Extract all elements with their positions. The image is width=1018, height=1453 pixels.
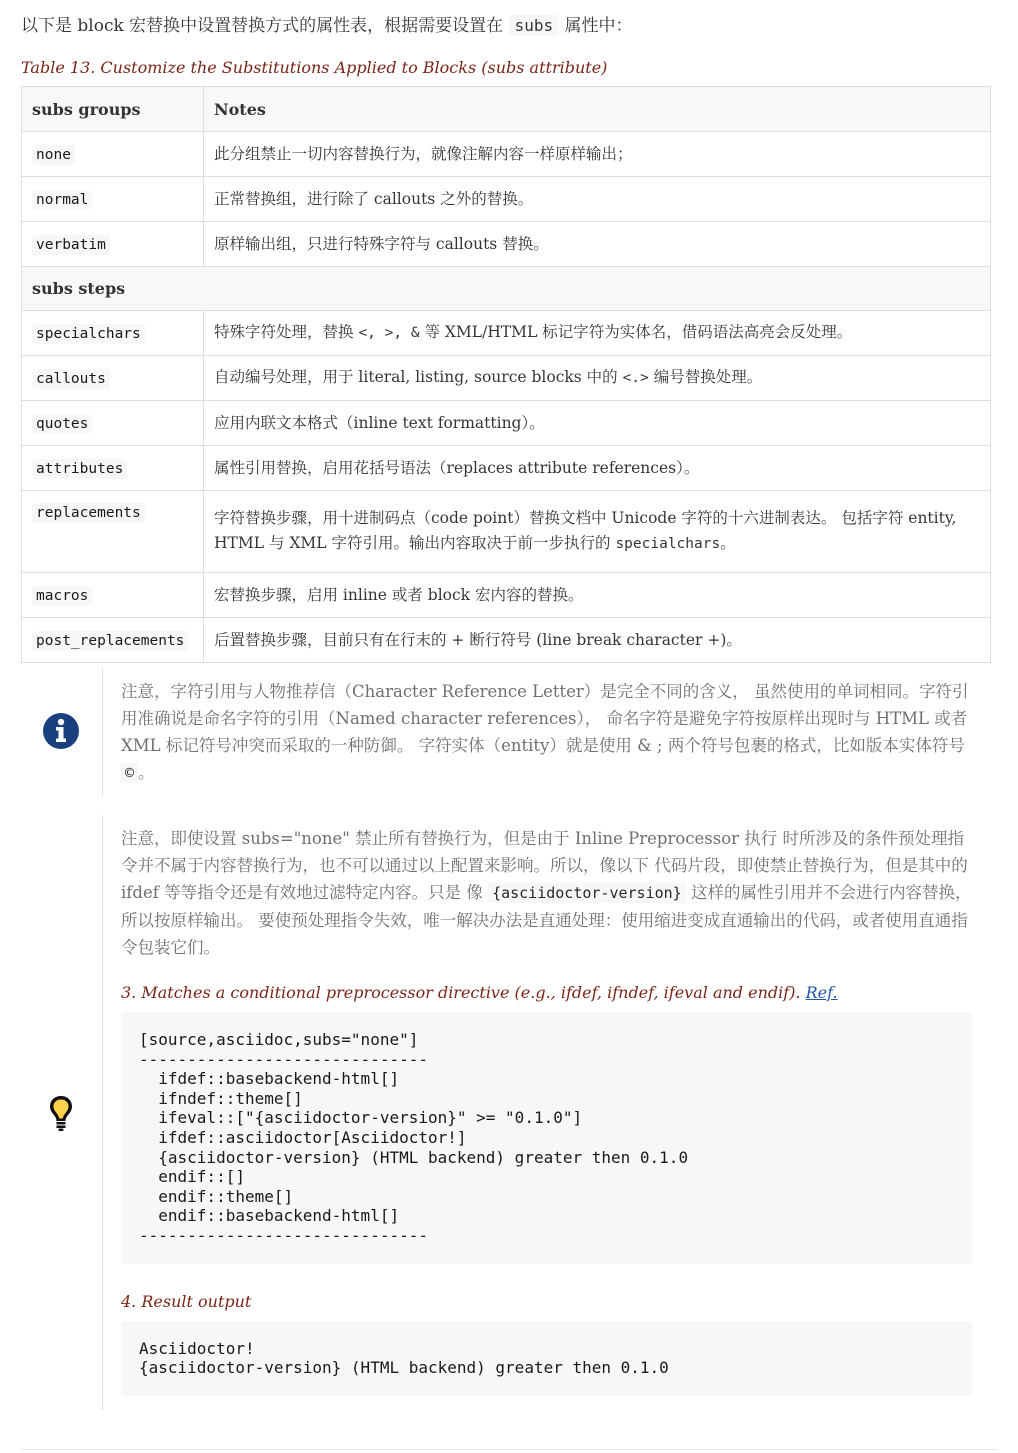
note-content (121, 678, 972, 787)
listing-title (121, 979, 972, 1006)
subs-key: attributes (32, 459, 127, 479)
subs-table (21, 86, 991, 663)
subs-key: quotes (32, 414, 92, 434)
note-text: 特殊字符处理，替换 (214, 323, 359, 341)
subs-key: macros (32, 586, 92, 606)
table-group-row (22, 267, 991, 311)
table-key-cell (22, 401, 204, 446)
table-note-cell: 后置替换步骤，目前只有在行末的 + 断行符号 (line break character +)。 (204, 618, 991, 663)
tip-code: {asciidoctor-version} (488, 883, 686, 903)
lightbulb-icon (48, 1094, 74, 1132)
subs-key: callouts (32, 369, 110, 389)
table-key-cell (22, 446, 204, 491)
note-code: specialchars (615, 536, 721, 552)
subs-key: specialchars (32, 324, 145, 344)
note-text: 自动编号处理，用于 literal, listing, source blocks 中的 (214, 368, 623, 386)
table-note-cell: 原样输出组，只进行特殊字符与 callouts 替换。 (204, 222, 991, 267)
note-code: © (121, 763, 138, 783)
table-note-cell: 宏替换步骤，启用 inline 或者 block 宏内容的替换。 (204, 573, 991, 618)
tip-text: 注意，即使设置 subs="none" 禁止所有替换行为，但是由于 Inline Preprocessor 执行 时所涉及的条件预处理指令并不属于内容替换行为，也不可以通过以上配置来影响。所以，像以下 代码片段，即使禁止替换行为，但是其中的 ifdef 等等指令还是有效地过滤特定内容。只是 像 (121, 829, 968, 902)
table-row (22, 618, 991, 663)
note-text: 。 (720, 534, 736, 552)
table-note-cell: 应用内联文本格式（inline text formatting）。 (204, 401, 991, 446)
table-header-cell: Notes (204, 87, 991, 132)
admonition-icon-column (22, 668, 103, 796)
note-text: 编号替换处理。 (648, 368, 763, 386)
table-note-cell (204, 311, 991, 356)
table-row (22, 222, 991, 267)
tip-admonition (22, 815, 982, 1410)
ref-link[interactable]: Ref. (805, 983, 838, 1002)
note-text: 字符替换步骤，用十进制码点（code point）替换文档中 Unicode 字符的十六进制表达。 包括字符 entity, HTML 与 XML 字符引用。输出内容取决于前一步执行的 (214, 509, 957, 552)
tip-content (121, 825, 972, 1396)
info-icon (42, 712, 80, 750)
table-key-cell (22, 311, 204, 356)
intro-text-end: 属性中： (559, 16, 633, 36)
subs-key: verbatim (32, 235, 110, 255)
table-row (22, 311, 991, 356)
table-note-cell: 正常替换组，进行除了 callouts 之外的替换。 (204, 177, 991, 222)
table-key-cell (22, 222, 204, 267)
table-header-row (22, 87, 991, 132)
table-row (22, 401, 991, 446)
table-key-cell (22, 177, 204, 222)
table-row (22, 573, 991, 618)
note-text: 等 XML/HTML 标记字符为实体名，借码语法高亮会反处理。 (419, 323, 853, 341)
subs-key: replacements (32, 503, 145, 523)
table-header-cell: subs groups (22, 87, 204, 132)
tip-paragraph (121, 825, 972, 961)
table-key-cell (22, 356, 204, 401)
table-note-cell (204, 356, 991, 401)
subs-key: normal (32, 190, 92, 210)
intro-paragraph (21, 12, 996, 40)
table-note-cell: 此分组禁止一切内容替换行为，就像注解内容一样原样输出； (204, 132, 991, 177)
table-row (22, 177, 991, 222)
table-group-label: subs steps (22, 267, 991, 311)
result-listing: Asciidoctor! {asciidoctor-version} (HTML backend) greater then 0.1.0 (121, 1321, 972, 1396)
divider (21, 1449, 997, 1450)
intro-text: 以下是 block 宏替换中设置替换方式的属性表，根据需要设置在 (21, 16, 509, 36)
subs-key: post_replacements (32, 631, 188, 651)
table-key-cell (22, 491, 204, 573)
table-title: Table 13. Customize the Substitutions Applied to Blocks (subs attribute) (21, 58, 608, 77)
table-note-cell: 属性引用替换，启用花括号语法（replaces attribute references）。 (204, 446, 991, 491)
note-text-end: 。 (138, 763, 155, 782)
table-row (22, 356, 991, 401)
note-code: <, >, & (358, 325, 420, 341)
note-admonition (22, 668, 982, 796)
table-row (22, 132, 991, 177)
code-listing: [source,asciidoc,subs="none"] ------------------------------ ifdef::basebackend-html[] ifndef::theme[] ifeval::["{asciidoctor-version}" >= "0.1.0"] ifdef::asciidoctor[Asciidoctor!] {asciidoctor-version} (HTML backend) greater then 0.1.0 endif::[] endif::theme[] endif::basebackend-html[] ------------------------------ (121, 1012, 972, 1264)
table-key-cell (22, 618, 204, 663)
table-row (22, 491, 991, 573)
table-key-cell (22, 573, 204, 618)
table-row (22, 446, 991, 491)
admonition-icon-column (22, 815, 103, 1410)
note-text: 注意，字符引用与人物推荐信（Character Reference Letter）是完全不同的含义， 虽然使用的单词相同。字符引用准确说是命名字符的引用（Named character references）， 命名字符是避免字符按原样出现时与 HTML 或者 XML 标记符号冲突而采取的一种防御。 字符实体（entity）就是使用 & ; 两个符号包裹的格式，比如版本实体符号 (121, 682, 969, 755)
table-note-cell (204, 491, 991, 573)
listing-title: 4. Result output (121, 1291, 252, 1311)
note-code: <.> (622, 370, 649, 386)
listing-title-text: 3. Matches a conditional preprocessor directive (e.g., ifdef, ifndef, ifeval and endif). (121, 983, 806, 1002)
tip-text-end: 这样的属性引用并不会进行内容替换，所以按原样输出。 要使预处理指令失效，唯一解决办法是直通处理：使用缩进变成直通输出的代码，或者使用直通指令包装它们。 (121, 883, 972, 957)
subs-key: none (32, 145, 75, 165)
table-key-cell (22, 132, 204, 177)
intro-code: subs (509, 15, 560, 36)
